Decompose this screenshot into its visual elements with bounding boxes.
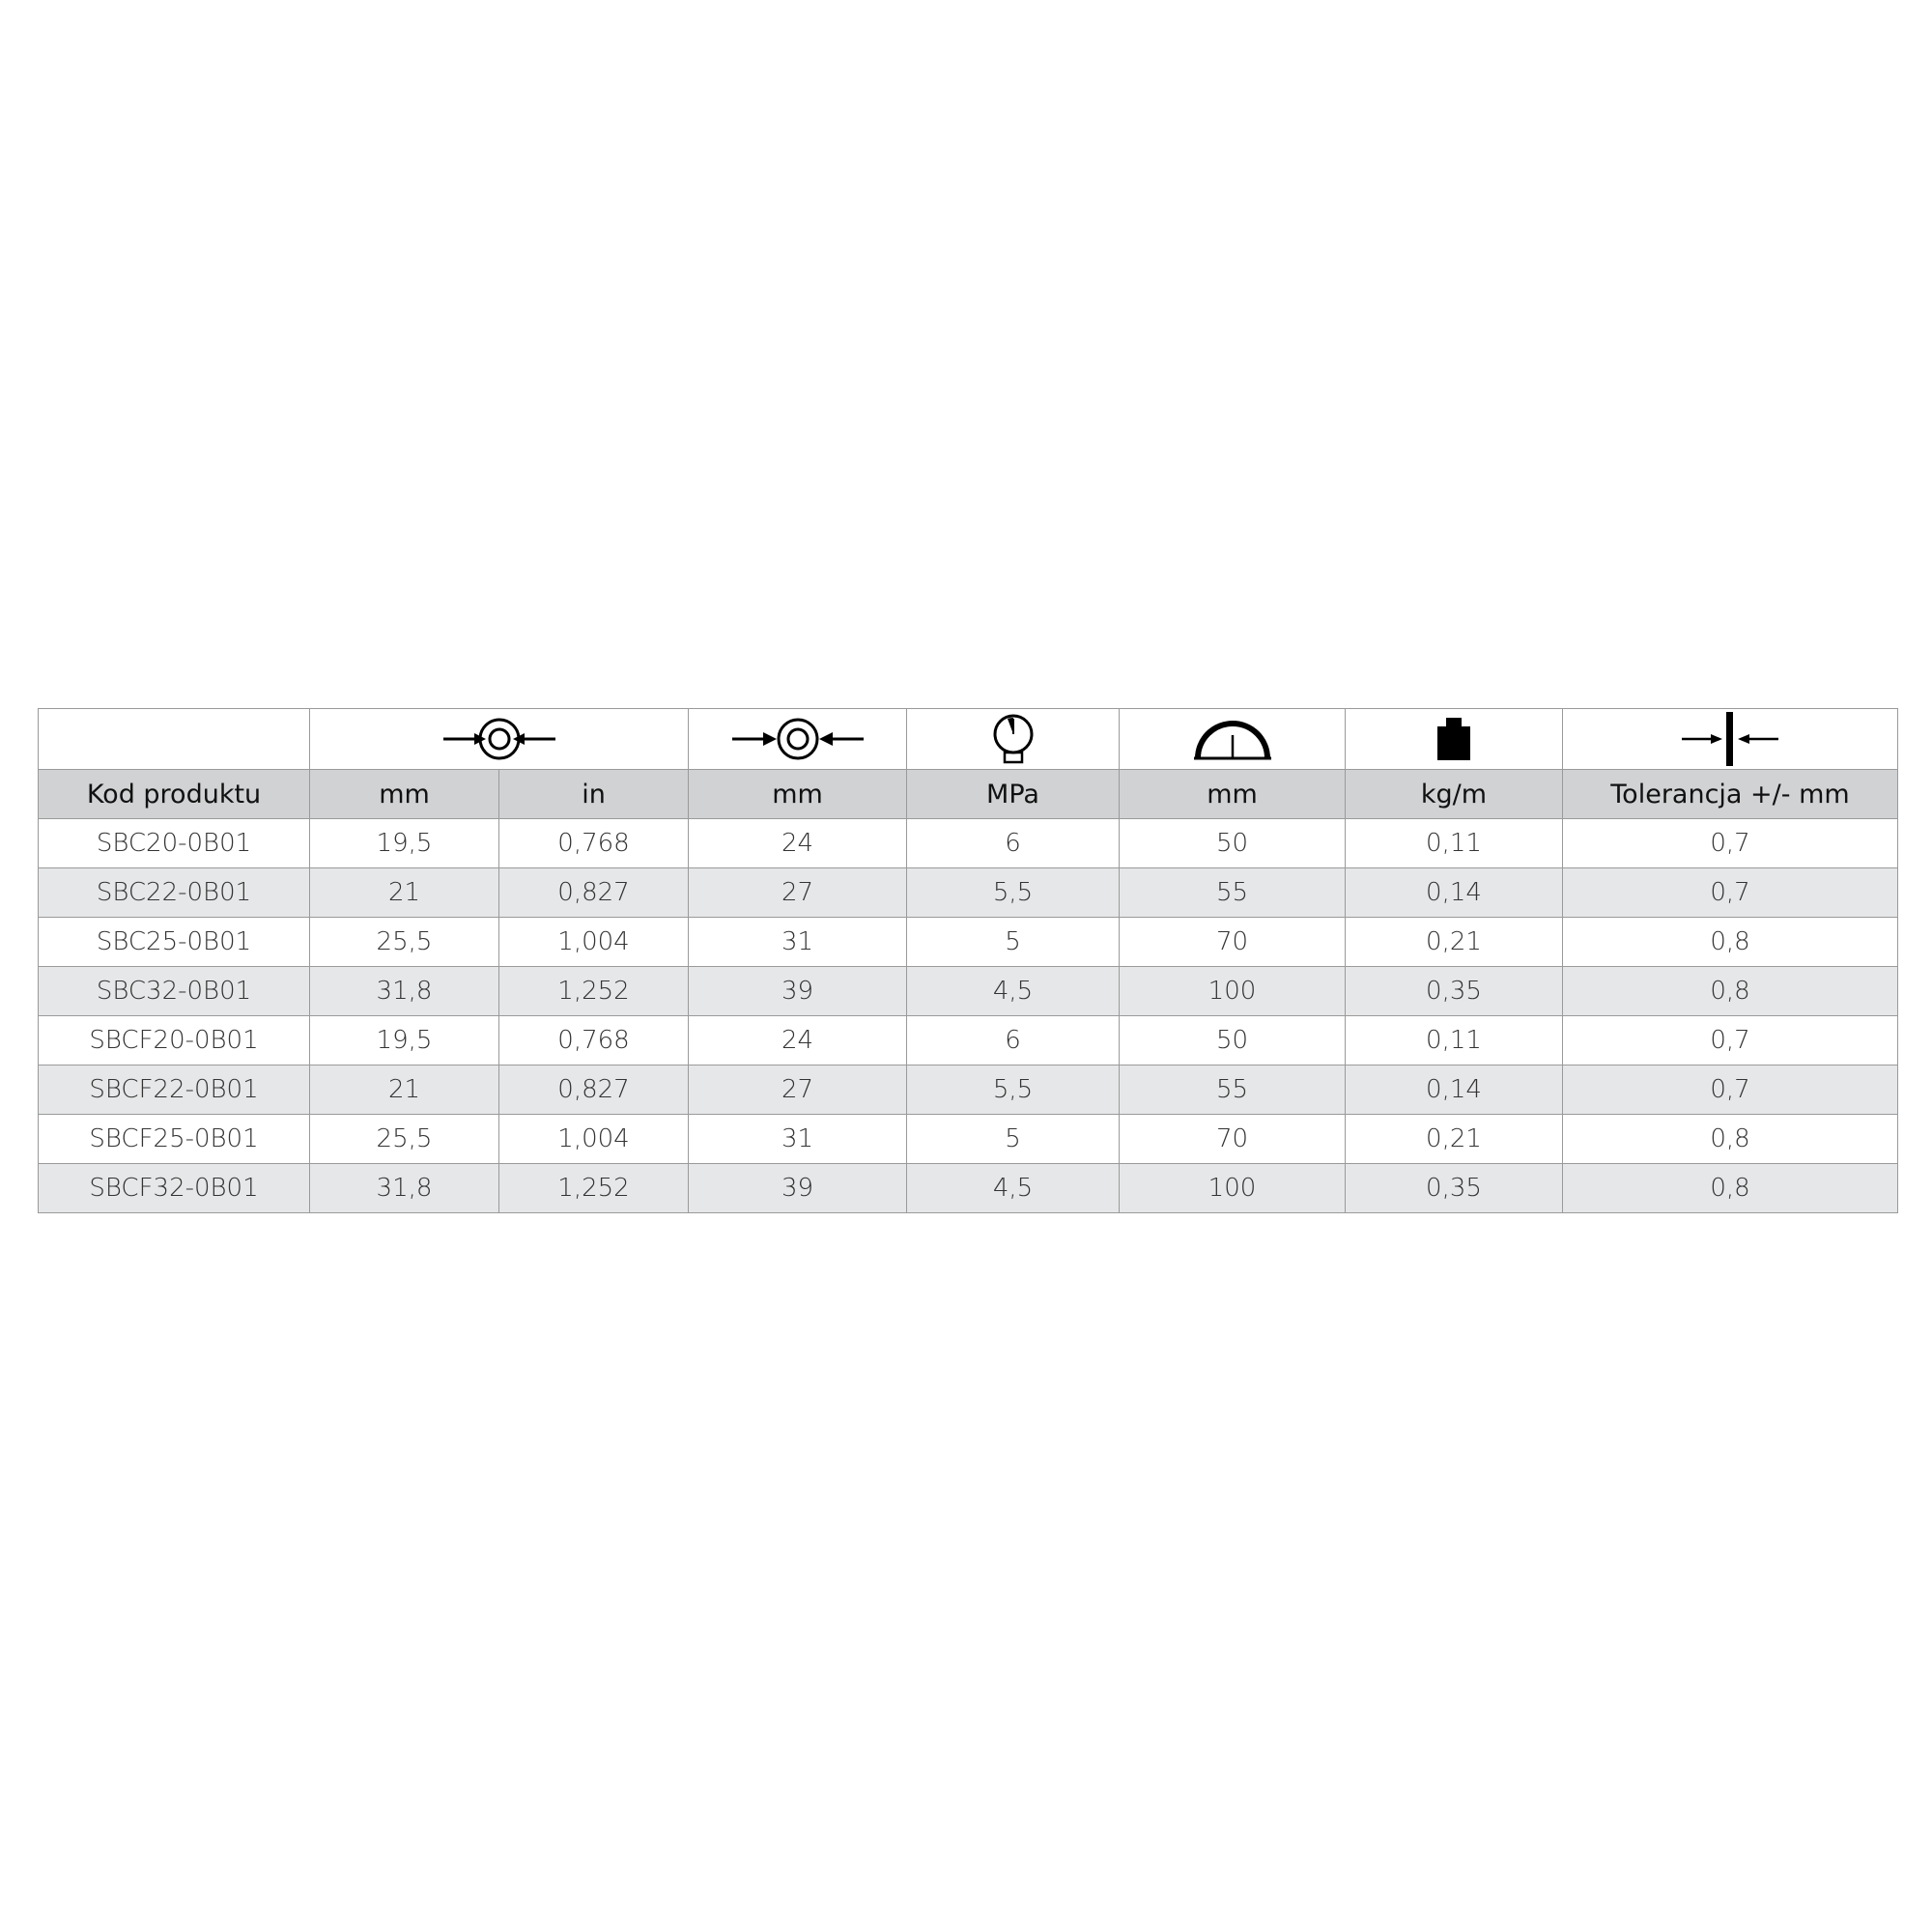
cell-outer-diameter-mm: 39 bbox=[689, 1164, 907, 1213]
cell-tolerance-mm: 0,7 bbox=[1563, 1065, 1898, 1115]
cell-product-code: SBC20-0B01 bbox=[39, 819, 310, 868]
cell-tolerance-mm: 0,8 bbox=[1563, 918, 1898, 967]
cell-tolerance-mm: 0,8 bbox=[1563, 1164, 1898, 1213]
cell-outer-diameter-mm: 39 bbox=[689, 967, 907, 1016]
cell-pressure-mpa: 6 bbox=[907, 819, 1120, 868]
header-product-code: Kod produktu bbox=[39, 770, 310, 819]
cell-inner-diameter-in: 0,827 bbox=[499, 1065, 689, 1115]
icon-cell-bend-radius bbox=[1120, 709, 1346, 770]
bend-radius-icon bbox=[1192, 716, 1273, 762]
cell-outer-diameter-mm: 24 bbox=[689, 1016, 907, 1065]
icon-cell-empty bbox=[39, 709, 310, 770]
outer-diameter-icon bbox=[730, 715, 866, 763]
cell-bend-radius-mm: 100 bbox=[1120, 967, 1346, 1016]
cell-inner-diameter-in: 1,004 bbox=[499, 918, 689, 967]
cell-product-code: SBC32-0B01 bbox=[39, 967, 310, 1016]
cell-outer-diameter-mm: 31 bbox=[689, 1115, 907, 1164]
cell-bend-radius-mm: 50 bbox=[1120, 819, 1346, 868]
cell-inner-diameter-mm: 25,5 bbox=[310, 1115, 499, 1164]
table-row bbox=[39, 1016, 1898, 1065]
table-row bbox=[39, 918, 1898, 967]
inner-diameter-icon bbox=[441, 715, 557, 763]
cell-tolerance-mm: 0,8 bbox=[1563, 967, 1898, 1016]
cell-bend-radius-mm: 100 bbox=[1120, 1164, 1346, 1213]
cell-inner-diameter-mm: 19,5 bbox=[310, 1016, 499, 1065]
header-inner-diameter-mm: mm bbox=[310, 770, 499, 819]
cell-pressure-mpa: 6 bbox=[907, 1016, 1120, 1065]
icon-cell-weight bbox=[1346, 709, 1563, 770]
cell-weight-kgm: 0,35 bbox=[1346, 967, 1563, 1016]
table-row bbox=[39, 1115, 1898, 1164]
icon-cell-outer-diameter bbox=[689, 709, 907, 770]
header-weight-kgm: kg/m bbox=[1346, 770, 1563, 819]
cell-outer-diameter-mm: 27 bbox=[689, 1065, 907, 1115]
cell-inner-diameter-in: 0,827 bbox=[499, 868, 689, 918]
cell-bend-radius-mm: 70 bbox=[1120, 918, 1346, 967]
cell-weight-kgm: 0,21 bbox=[1346, 1115, 1563, 1164]
units-header-row bbox=[39, 770, 1898, 819]
cell-bend-radius-mm: 50 bbox=[1120, 1016, 1346, 1065]
cell-inner-diameter-in: 0,768 bbox=[499, 1016, 689, 1065]
pressure-gauge-icon bbox=[989, 713, 1037, 765]
header-pressure-mpa: MPa bbox=[907, 770, 1120, 819]
header-inner-diameter-in: in bbox=[499, 770, 689, 819]
cell-weight-kgm: 0,35 bbox=[1346, 1164, 1563, 1213]
icon-cell-inner-diameter bbox=[310, 709, 689, 770]
cell-product-code: SBCF25-0B01 bbox=[39, 1115, 310, 1164]
cell-inner-diameter-in: 1,252 bbox=[499, 1164, 689, 1213]
cell-inner-diameter-mm: 19,5 bbox=[310, 819, 499, 868]
cell-inner-diameter-mm: 31,8 bbox=[310, 1164, 499, 1213]
table-row bbox=[39, 819, 1898, 868]
cell-bend-radius-mm: 55 bbox=[1120, 1065, 1346, 1115]
cell-inner-diameter-in: 0,768 bbox=[499, 819, 689, 868]
cell-pressure-mpa: 5,5 bbox=[907, 868, 1120, 918]
cell-weight-kgm: 0,11 bbox=[1346, 1016, 1563, 1065]
header-bend-radius-mm: mm bbox=[1120, 770, 1346, 819]
cell-weight-kgm: 0,14 bbox=[1346, 868, 1563, 918]
cell-inner-diameter-mm: 21 bbox=[310, 868, 499, 918]
cell-outer-diameter-mm: 31 bbox=[689, 918, 907, 967]
header-tolerance: Tolerancja +/- mm bbox=[1563, 770, 1898, 819]
cell-inner-diameter-in: 1,004 bbox=[499, 1115, 689, 1164]
cell-tolerance-mm: 0,7 bbox=[1563, 868, 1898, 918]
table-row bbox=[39, 967, 1898, 1016]
tolerance-icon bbox=[1680, 710, 1780, 768]
cell-outer-diameter-mm: 27 bbox=[689, 868, 907, 918]
cell-inner-diameter-in: 1,252 bbox=[499, 967, 689, 1016]
cell-bend-radius-mm: 70 bbox=[1120, 1115, 1346, 1164]
cell-inner-diameter-mm: 21 bbox=[310, 1065, 499, 1115]
cell-product-code: SBCF22-0B01 bbox=[39, 1065, 310, 1115]
cell-product-code: SBCF32-0B01 bbox=[39, 1164, 310, 1213]
cell-tolerance-mm: 0,7 bbox=[1563, 1016, 1898, 1065]
cell-pressure-mpa: 4,5 bbox=[907, 967, 1120, 1016]
cell-pressure-mpa: 5 bbox=[907, 918, 1120, 967]
cell-bend-radius-mm: 55 bbox=[1120, 868, 1346, 918]
cell-product-code: SBCF20-0B01 bbox=[39, 1016, 310, 1065]
header-outer-diameter-mm: mm bbox=[689, 770, 907, 819]
icon-cell-tolerance bbox=[1563, 709, 1898, 770]
weight-icon bbox=[1435, 715, 1473, 763]
cell-tolerance-mm: 0,8 bbox=[1563, 1115, 1898, 1164]
cell-product-code: SBC22-0B01 bbox=[39, 868, 310, 918]
cell-pressure-mpa: 4,5 bbox=[907, 1164, 1120, 1213]
icon-cell-pressure bbox=[907, 709, 1120, 770]
icon-header-row bbox=[39, 709, 1898, 770]
cell-weight-kgm: 0,11 bbox=[1346, 819, 1563, 868]
table-row bbox=[39, 1164, 1898, 1213]
cell-outer-diameter-mm: 24 bbox=[689, 819, 907, 868]
cell-inner-diameter-mm: 31,8 bbox=[310, 967, 499, 1016]
table-row bbox=[39, 868, 1898, 918]
cell-tolerance-mm: 0,7 bbox=[1563, 819, 1898, 868]
product-spec-table bbox=[38, 708, 1898, 1213]
cell-product-code: SBC25-0B01 bbox=[39, 918, 310, 967]
cell-weight-kgm: 0,14 bbox=[1346, 1065, 1563, 1115]
cell-inner-diameter-mm: 25,5 bbox=[310, 918, 499, 967]
cell-pressure-mpa: 5 bbox=[907, 1115, 1120, 1164]
cell-weight-kgm: 0,21 bbox=[1346, 918, 1563, 967]
table-row bbox=[39, 1065, 1898, 1115]
cell-pressure-mpa: 5,5 bbox=[907, 1065, 1120, 1115]
